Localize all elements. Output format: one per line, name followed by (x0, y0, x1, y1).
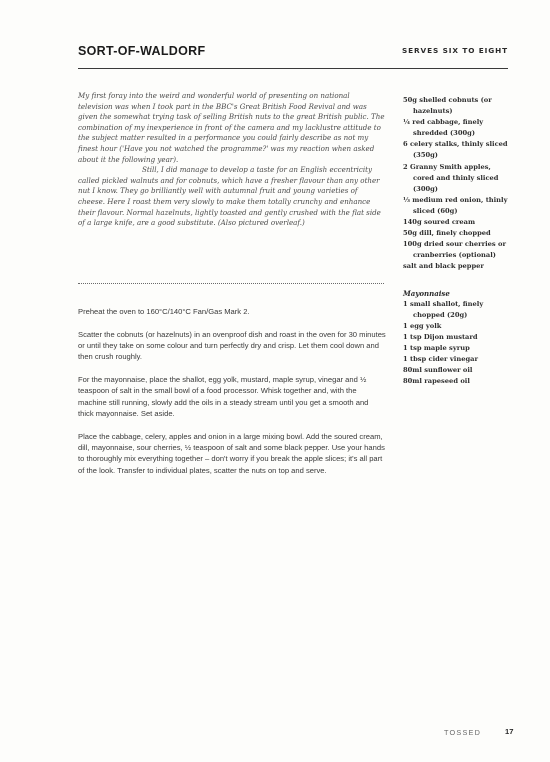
method-step: Scatter the cobnuts (or hazelnuts) in an ovenproof dish and roast in the oven for 30 minutes or until they take on some colour and turn perfectly dry and crisp. Let them cool down and then crush roughly. (78, 329, 386, 362)
main-ingredients (403, 95, 521, 273)
ingredient-line: chopped (20g) (413, 310, 468, 319)
method-step: For the mayonnaise, place the shallot, egg yolk, mustard, maple syrup, vinegar and ½ teaspoon of salt in the small bowl of a food processor. Whisk together and, with the machine still running, slowly add the oils in a steady stream until you get a smooth and thick mayonnaise. Set aside. (78, 375, 369, 419)
ingredient-line: shredded (300g) (413, 129, 475, 138)
ingredient-line: cranberries (optional) (413, 251, 496, 260)
dotted-divider (78, 283, 384, 284)
mayonnaise-ingredients (403, 299, 521, 388)
ingredient-line: 1 tsp Dijon mustard (403, 332, 478, 341)
ingredient-line: 1 small shallot, finely (403, 299, 484, 308)
ingredient-line: (300g) (413, 184, 438, 193)
recipe-title: SORT-OF-WALDORF (78, 44, 206, 58)
ingredients-list (403, 95, 521, 387)
intro-paragraph: My first foray into the weird and wonderful world of presenting on national television was when I took part in the BBC's Great British Food Revival and was given the somewhat trying task of selling British nuts to the great British public. The combination of my inexperience in front of the camera and my lacklustre attitude to the subject matter resulted in a performance you could fairly describe as not my finest hour ('Have you not watched the programme?' was my reaction when asked about it the following year). (78, 91, 385, 164)
mayonnaise-heading: Mayonnaise (403, 288, 450, 298)
section-label: TOSSED (444, 728, 482, 737)
intro-paragraph: Still, I did manage to develop a taste for an English eccentricity called pickled walnuts and for cobnuts, which have a fresher flavour than any other nut I know. They go brilliantly well with autumnal fruit and young varieties of cheese. Here I roast them very slowly to make them totally crunchy and enhance their flavour. Normal hazelnuts, lightly toasted and gently crushed with the flat side of a large knife, are a good substitute. (Also pictured overleaf.) (78, 165, 381, 228)
ingredient-line: 1 egg yolk (403, 321, 442, 330)
ingredient-line: 1 tbsp cider vinegar (403, 355, 478, 364)
method-text (78, 306, 386, 488)
ingredient-line: salt and black pepper (403, 262, 484, 271)
intro-text (78, 91, 386, 229)
ingredient-line: 100g dried sour cherries or (403, 240, 507, 249)
ingredient-line: 50g dill, finely chopped (403, 229, 491, 238)
ingredient-line: cored and thinly sliced (413, 173, 499, 182)
ingredient-line: ⅓ medium red onion, thinly (403, 195, 508, 204)
ingredient-line: 140g soured cream (403, 218, 476, 227)
page-number: 17 (505, 727, 514, 736)
serves-label: SERVES SIX TO EIGHT (402, 46, 509, 55)
ingredient-line: 1 tsp maple syrup (403, 343, 470, 352)
method-step: Preheat the oven to 160°C/140°C Fan/Gas Mark 2. (78, 307, 250, 316)
ingredient-line: hazelnuts) (413, 107, 453, 116)
ingredient-line: 80ml sunflower oil (403, 366, 473, 375)
ingredient-line: (350g) (413, 151, 438, 160)
ingredient-line: 6 celery stalks, thinly sliced (403, 140, 508, 149)
ingredient-line: 2 Granny Smith apples, (403, 162, 491, 171)
ingredient-line: ¼ red cabbage, finely (403, 118, 484, 127)
ingredient-line: 50g shelled cobnuts (or (403, 96, 492, 104)
ingredient-line: sliced (60g) (413, 206, 458, 215)
ingredient-line: 80ml rapeseed oil (403, 377, 470, 386)
title-divider (78, 68, 508, 69)
method-step: Place the cabbage, celery, apples and onion in a large mixing bowl. Add the soured cream, dill, mayonnaise, sour cherries, ½ teaspoon of salt and some black pepper. Use your hands to thoroughly mix everything together – don't worry if you break the apple slices; it's all part of the look. Transfer to individual plates, scatter the nuts on top and serve. (78, 431, 385, 475)
